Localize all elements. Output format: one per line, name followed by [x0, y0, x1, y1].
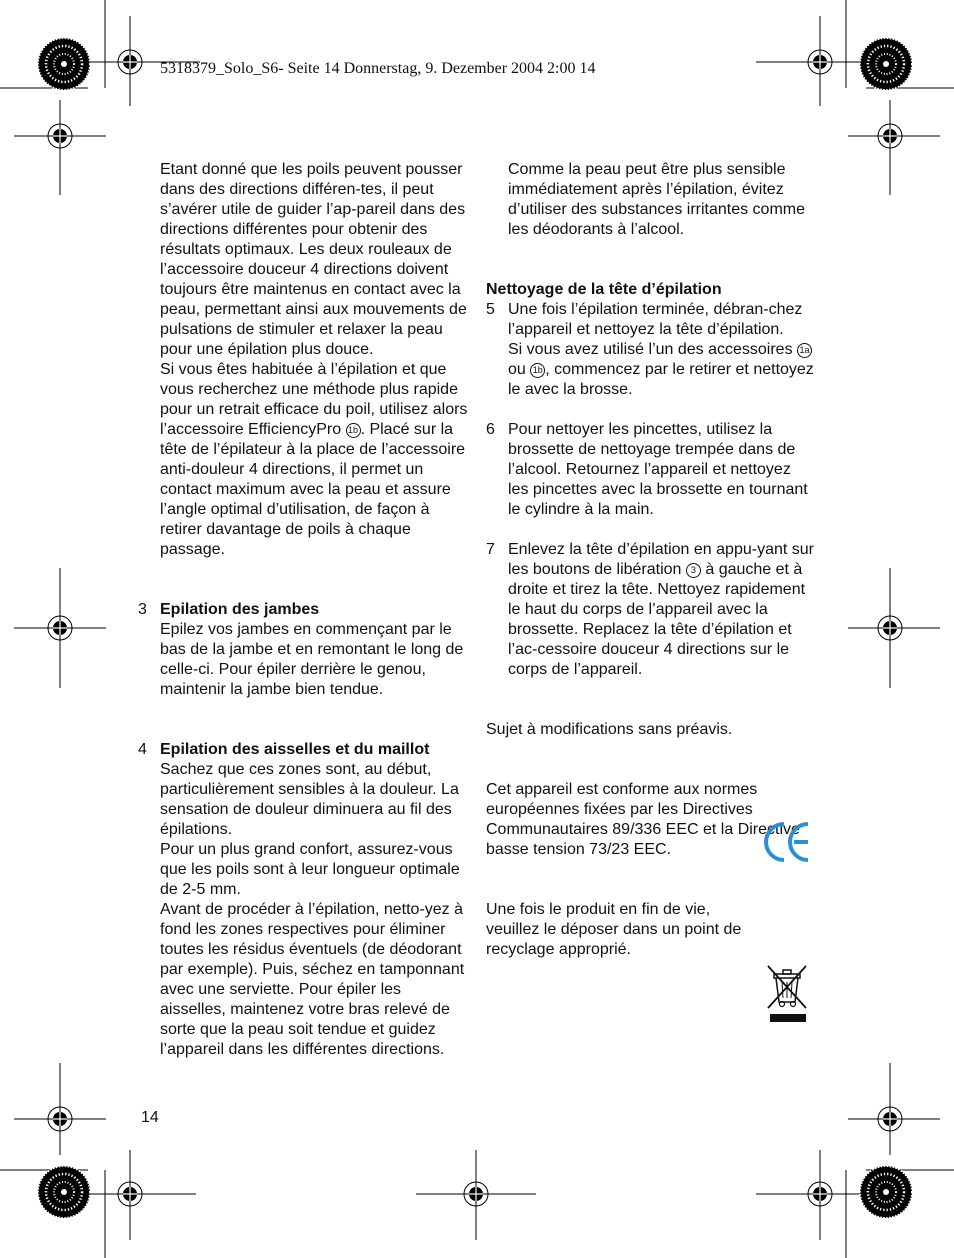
- section-title: Epilation des jambes: [160, 601, 320, 618]
- section-4: [138, 740, 470, 1060]
- section-number: 3: [138, 601, 147, 618]
- ref-1b: 1b: [530, 363, 545, 378]
- intro-paragraph-2: Si vous êtes habituée à l’épilation et que vous recherchez une méthode plus rapide pour un retrait efficace du poil, utilisez alors l’accessoire EfficiencyPro 1b . Placé sur la tête de l’épilateur à la place de l’accessoire anti-douleur 4 directions, il permet un contact maximum avec la peau et assure l’angle optimal d’utilisation, de façon à retirer davantage de poils à chaque passage.: [160, 361, 468, 558]
- ref-1a: 1a: [797, 343, 812, 358]
- section-body: Pour un plus grand confort, assurez-vous que les poils sont à leur longueur optimale de 2-5 mm.: [160, 841, 460, 898]
- weee-crossed-bin-icon: [766, 962, 810, 1026]
- ce-mark-icon: [764, 820, 814, 864]
- notice-text: Sujet à modifications sans préavis.: [486, 721, 733, 738]
- page-number: 14: [141, 1109, 159, 1126]
- left-column: [138, 160, 470, 1060]
- section-body: Epilez vos jambes en commençant par le bas de la jambe et en remontant le long de celle-ci. Pour épiler derrière le genou, maintenir la jambe bien tendue.: [160, 621, 464, 698]
- section-3: [138, 600, 470, 700]
- intro-paragraph-1: Etant donné que les poils peuvent pousser dans des directions différen-tes, il peut s’avérer utile de guider l’ap-pareil dans des directions différentes pour obtenir des résultats optimaux. Les deux rouleaux de l’accessoire douceur 4 directions doivent toujours être maintenus en contact avec la peau, permettant ainsi aux mouvements de pulsations de stimuler et relaxer la peau pour une épilation plus douce.: [160, 161, 467, 358]
- recycling-text: Une fois le produit en fin de vie, veuillez le déposer dans un point de recyclage approprié.: [486, 901, 742, 958]
- cleaning-title: Nettoyage de la tête d’épilation: [486, 281, 722, 298]
- step-number: 5: [486, 301, 495, 318]
- ce-conformity-text: Cet appareil est conforme aux normes européennes fixées par les Directives Communautaires 89/336 EEC et la Directive basse tension 73/23 EEC.: [486, 781, 800, 858]
- ref-3: 3: [686, 563, 701, 578]
- section-body: Avant de procéder à l’épilation, netto-yez à fond les zones respectives pour éliminer toutes les résidus éventuels (de déodorant par exemple). Puis, séchez en tamponnant avec une serviette. Pour épiler les aisselles, maintenez votre bras relevé de sorte que la peau soit tendue et guidez l’appareil dans les différentes directions.: [160, 901, 465, 1058]
- print-slug: 5318379_Solo_S6- Seite 14 Donnerstag, 9. Dezember 2004 2:00 14: [160, 60, 596, 77]
- section-body: Sachez que ces zones sont, au début, particulièrement sensibles à la douleur. La sensation de douleur diminuera au fil des épilations.: [160, 761, 459, 838]
- step-number: 6: [486, 421, 495, 438]
- section-number: 4: [138, 741, 147, 758]
- skin-care-paragraph: Comme la peau peut être plus sensible immédiatement après l’épilation, évitez d’utiliser des substances irritantes comme les déodorants à l’alcool.: [508, 161, 806, 238]
- step-6: 6 Pour nettoyer les pincettes, utilisez la brossette de nettoyage trempée dans de l’alcool. Retournez l’appareil et nettoyez les pincettes avec la brossette en tournant le cylindre à la main.: [486, 421, 808, 518]
- step-5: 5 Une fois l’épilation terminée, débran-chez l’appareil et nettoyez la tête d’épilation. Si vous avez utilisé l’un des accessoires 1a ou 1b , commencez par le retirer et nettoyez le avec la brosse.: [486, 301, 814, 398]
- step-number: 7: [486, 541, 495, 558]
- section-title: Epilation des aisselles et du maillot: [160, 741, 430, 758]
- ref-1b: 1b: [346, 423, 361, 438]
- step-7: 7 Enlevez la tête d’épilation en appu-yant sur les boutons de libération 3 à gauche et à droite et tirez la tête. Nettoyez rapidement le haut du corps de l’appareil avec la brossette. Replacez la tête d’épilation et l’ac-cessoire douceur 4 directions sur le corps de l’appareil.: [486, 541, 814, 678]
